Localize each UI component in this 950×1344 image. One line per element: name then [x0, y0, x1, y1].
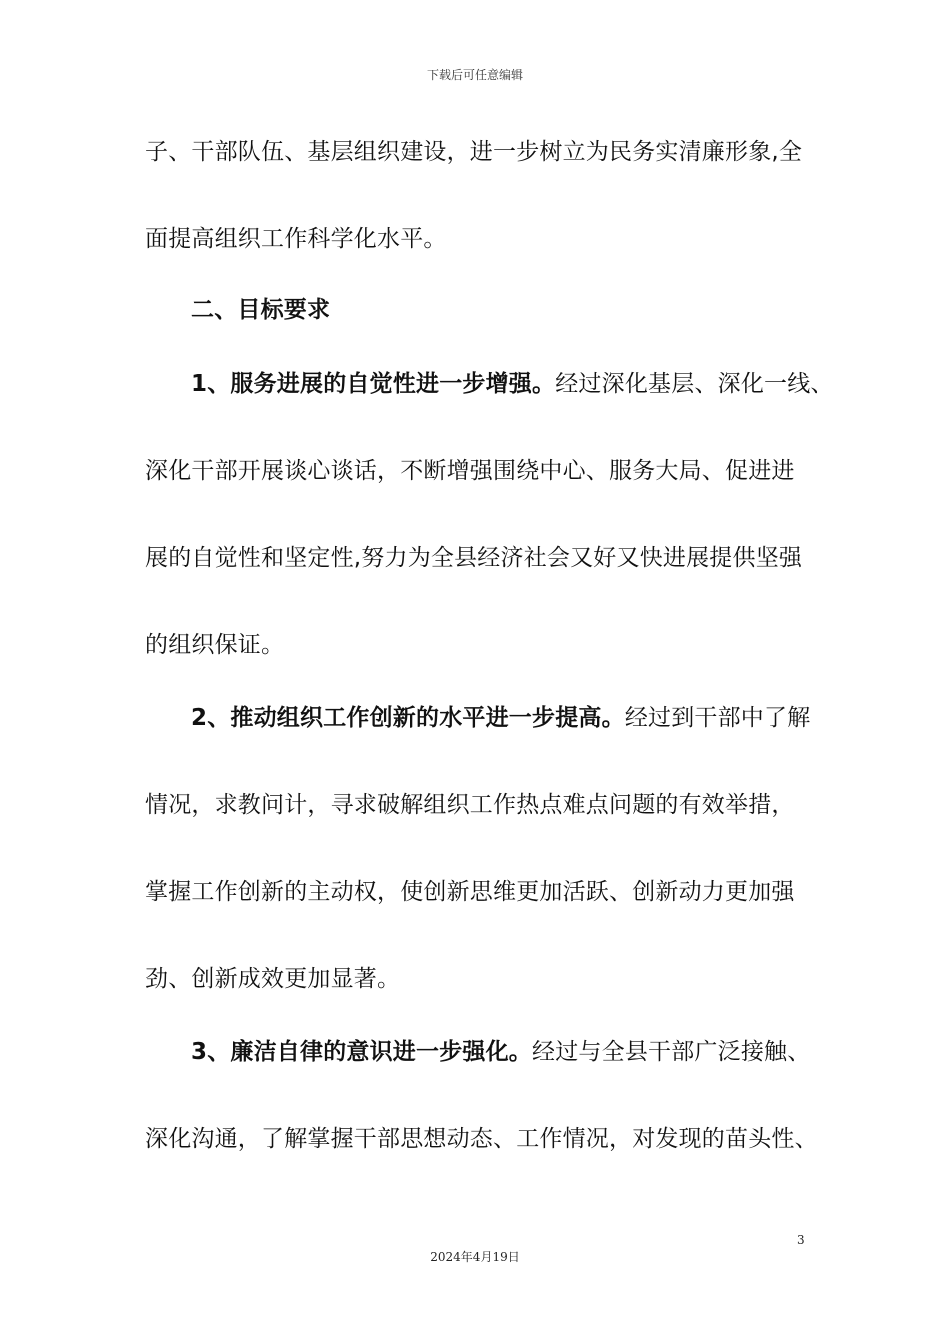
page-number: 3	[797, 1233, 805, 1247]
item-text: 经过与全县干部广泛接触、	[532, 1039, 811, 1065]
paragraph-line	[191, 369, 834, 399]
item-title: 2、推动组织工作创新的水平进一步提高。	[191, 705, 625, 731]
section-heading: 二、目标要求	[191, 297, 331, 323]
paragraph-line: 掌握工作创新的主动权，使创新思维更加活跃、创新动力更加强	[145, 879, 795, 905]
paragraph-line	[191, 1037, 810, 1067]
footer-date: 2024年4月19日	[430, 1250, 520, 1264]
paragraph-line: 的组织保证。	[145, 632, 285, 658]
item-text: 经过深化基层、深化一线、	[555, 371, 834, 397]
paragraph-line: 展的自觉性和坚定性,努力为全县经济社会又好又快进展提供坚强	[145, 545, 803, 571]
paragraph-line: 深化沟通，了解掌握干部思想动态、工作情况，对发现的苗头性、	[145, 1126, 818, 1152]
paragraph-line: 面提高组织工作科学化水平。	[145, 226, 447, 252]
paragraph-line: 劲、创新成效更加显著。	[145, 966, 401, 992]
header-note: 下载后可任意编辑	[426, 68, 523, 82]
paragraph-line: 子、干部队伍、基层组织建设，进一步树立为民务实清廉形象,全	[145, 139, 803, 165]
paragraph-line: 情况，求教问计，寻求破解组织工作热点难点问题的有效举措，	[145, 792, 795, 818]
paragraph-line	[191, 703, 810, 733]
paragraph-line: 深化干部开展谈心谈话，不断增强围绕中心、服务大局、促进进	[145, 458, 795, 484]
item-title: 1、服务进展的自觉性进一步增强。	[191, 371, 556, 397]
item-title: 3、廉洁自律的意识进一步强化。	[191, 1039, 533, 1065]
item-text: 经过到干部中了解	[624, 705, 811, 731]
